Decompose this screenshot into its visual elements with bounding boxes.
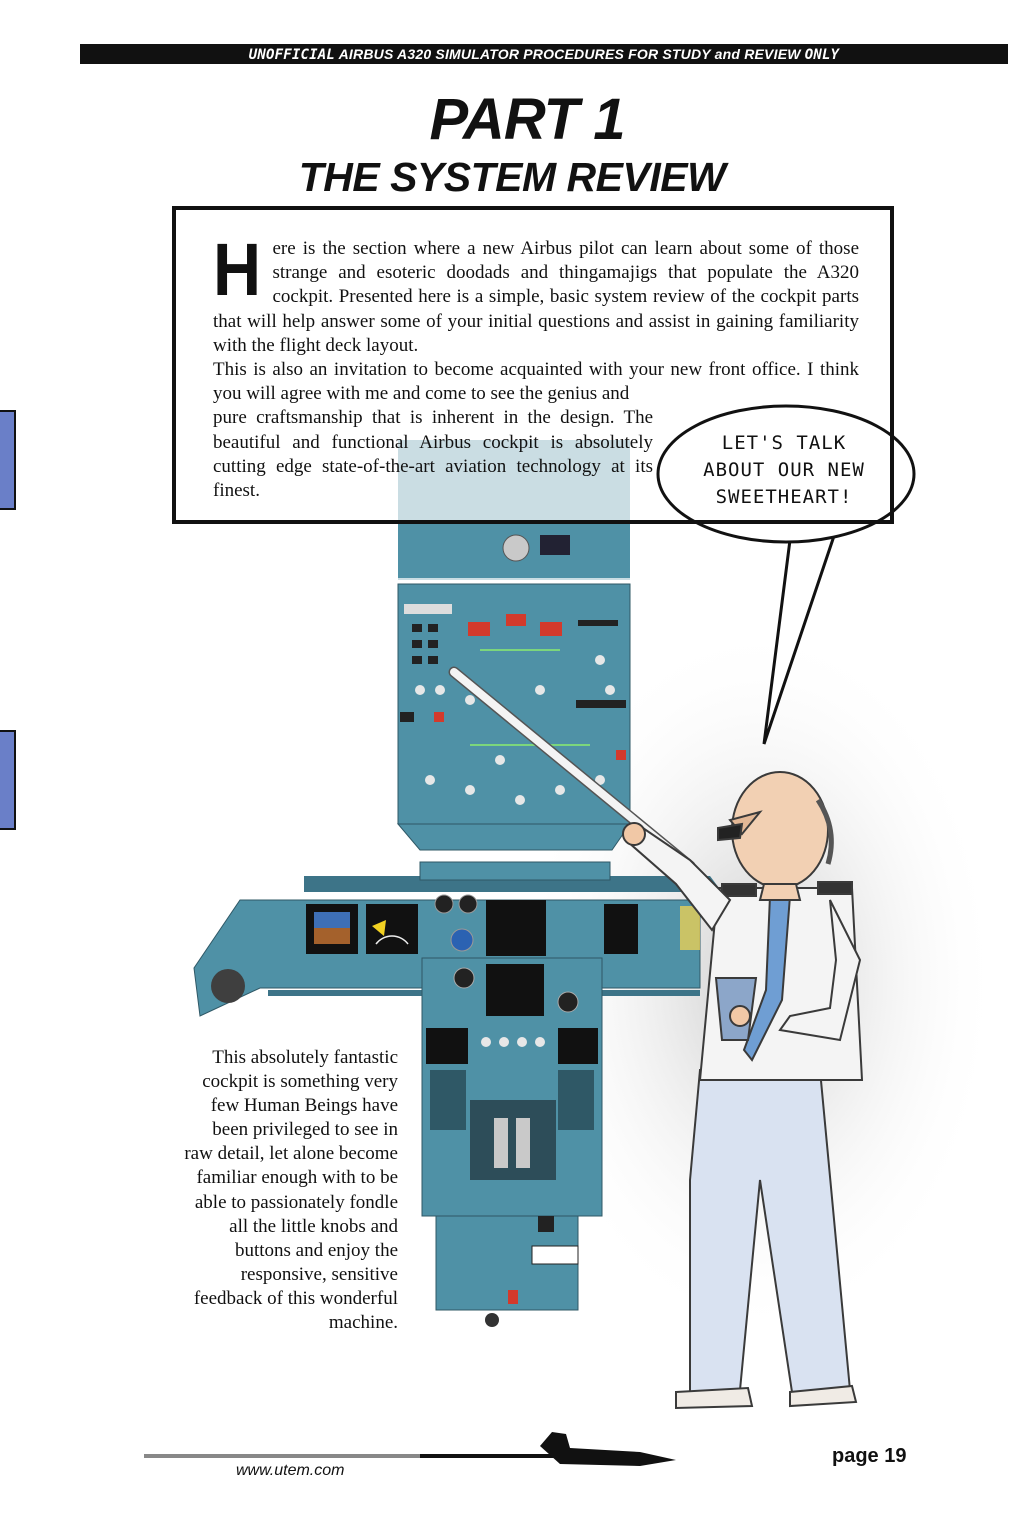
caption-text: This absolutely fantastic cockpit is something very few Human Beings have been privileged to see in raw detail, let alone become familiar enough with to be able to passionately fondle all the little knobs and buttons and enjoy the responsive, sensitive feedback of this wonderful machine. — [184, 1047, 398, 1334]
center-pedestal — [422, 958, 602, 1327]
header-prefix: UNOFFICIAL — [248, 47, 336, 63]
page-subtitle: THE SYSTEM REVIEW — [298, 154, 726, 200]
bubble-line-1: LET'S TALK — [721, 432, 847, 454]
intro-paragraph-2-narrow: pure craftsmanship that is inherent in the design. The beautiful and functional Airbus cockpit is absolutely cutting edge state-of-the-art aviation technology at its finest. — [213, 407, 653, 502]
header-middle: AIRBUS A320 SIMULATOR PROCEDURES FOR STUDY and REVIEW — [335, 46, 805, 62]
bubble-line-2: ABOUT OUR NEW — [703, 459, 865, 481]
intro-dropcap: H — [213, 228, 262, 311]
bubble-line-3: SWEETHEART! — [715, 486, 853, 508]
airplane-divider — [144, 1432, 676, 1466]
intro-paragraph-2-wide: This is also an invitation to become acquainted with your new front office. I think you will agree with me and come to see the genius and — [213, 359, 859, 405]
page-number: page 19 — [832, 1445, 907, 1467]
speech-bubble-text — [664, 430, 904, 511]
header-suffix: ONLY — [804, 47, 840, 63]
footer-url: www.utem.com — [236, 1462, 345, 1479]
page-title: PART 1 — [429, 87, 625, 152]
intro-paragraph-1: ere is the section where a new Airbus pilot can learn about some of those strange and esoteric doodads and thingamajigs that populate the A320 cockpit. Presented here is a simple, basic system review of the cockpit parts that will help answer some of your initial questions and assist in gaining familiarity with the flight deck layout. — [213, 238, 859, 356]
